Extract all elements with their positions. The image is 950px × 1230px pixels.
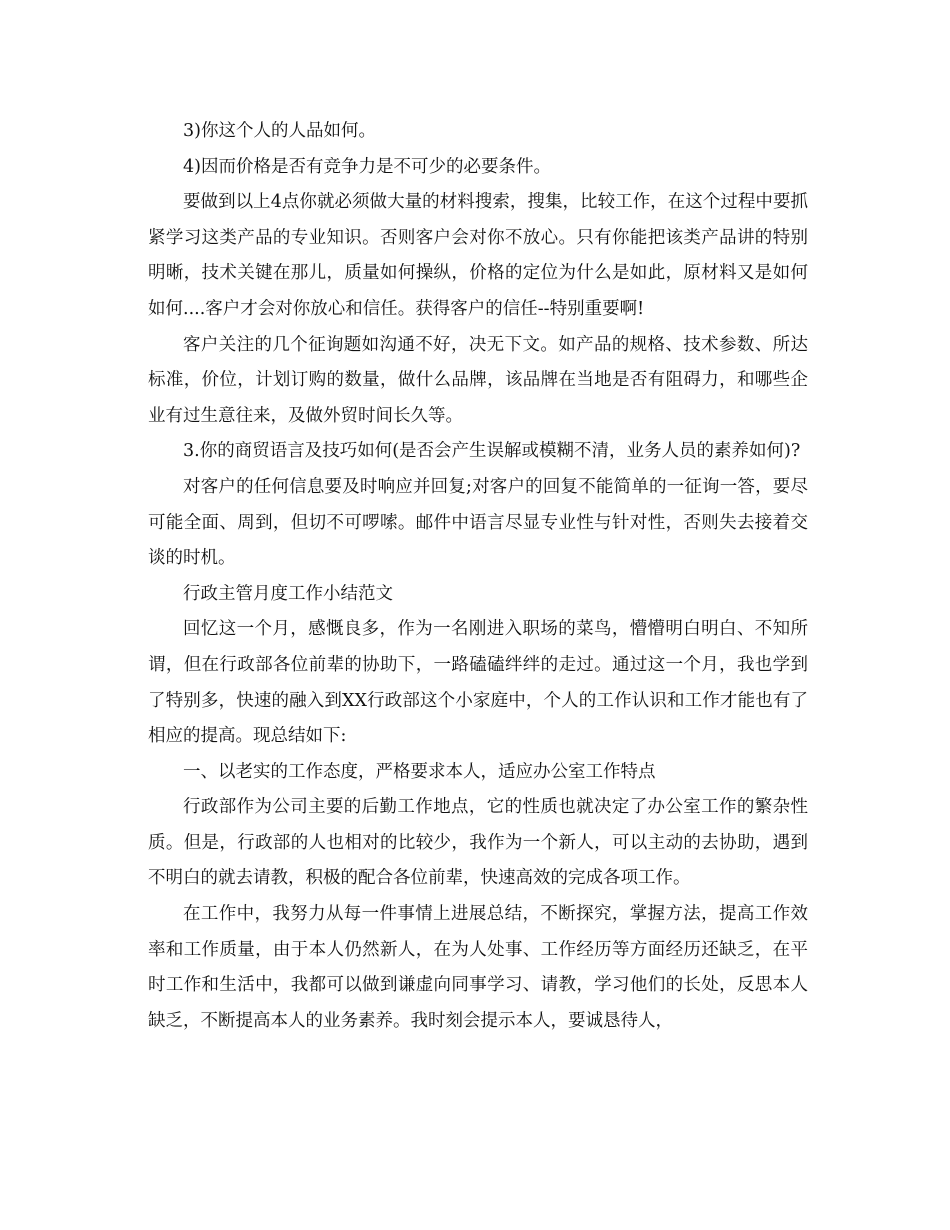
- paragraph-5: 3.你的商贸语言及技巧如何(是否会产生误解或模糊不清，业务人员的素养如何)?: [183, 441, 801, 462]
- paragraph-8: 行政部作为公司主要的后勤工作地点，它的性质也就决定了办公室工作的繁杂性质。但是，行政部的人也相对的比较少，我作为一个新人，可以主动的去协助，遇到不明白的就去请教，积极的配合各位前辈，快速高效的完成各项工作。: [148, 797, 808, 889]
- paragraph-6: 对客户的任何信息要及时响应并回复;对客户的回复不能简单的一征询一答，要尽可能全面、周到，但切不可啰嗦。邮件中语言尽显专业性与针对性，否则失去接着交谈的时机。: [148, 476, 808, 569]
- document-body: [148, 114, 808, 1039]
- paragraph-7: 回忆这一个月，感慨良多，作为一名刚进入职场的菜鸟，懵懵明白明白、不知所谓，但在行政部各位前辈的协助下，一路磕磕绊绊的走过。通过这一个月，我也学到了特别多，快速的融入到XX行政部这个小家庭中，个人的工作认识和工作才能也有了相应的提高。现总结如下:: [148, 619, 808, 747]
- section-title: 行政主管月度工作小结范文: [183, 583, 393, 604]
- paragraph-4: 客户关注的几个征询题如沟通不好，决无下文。如产品的规格、技术参数、所达标准，价位，计划订购的数量，做什么品牌，该品牌在当地是否有阻碍力，和哪些企业有过生意往来，及做外贸时间长久等。: [148, 334, 808, 426]
- section-heading-1: 一、以老实的工作态度，严格要求本人，适应办公室工作特点: [183, 761, 656, 782]
- paragraph-3: 要做到以上4点你就必须做大量的材料搜索，搜集，比较工作，在这个过程中要抓紧学习这类产品的专业知识。否则客户会对你不放心。只有你能把该类产品讲的特别明晰，技术关键在那儿，质量如何操纵，价格的定位为什么是如此，原材料又是如何如何....客户才会对你放心和信任。获得客户的信任--特别重要啊!: [148, 192, 808, 319]
- paragraph-9: 在工作中，我努力从每一件事情上进展总结，不断探究，掌握方法，提高工作效率和工作质量，由于本人仍然新人，在为人处事、工作经历等方面经历还缺乏，在平时工作和生活中，我都可以做到谦虚向同事学习、请教，学习他们的长处，反思本人缺乏，不断提高本人的业务素养。我时刻会提示本人，要诚恳待人，: [148, 904, 808, 1031]
- paragraph-2: 4)因而价格是否有竞争力是不可少的必要条件。: [183, 156, 551, 177]
- paragraph-1: 3)你这个人的人品如何。: [183, 121, 376, 141]
